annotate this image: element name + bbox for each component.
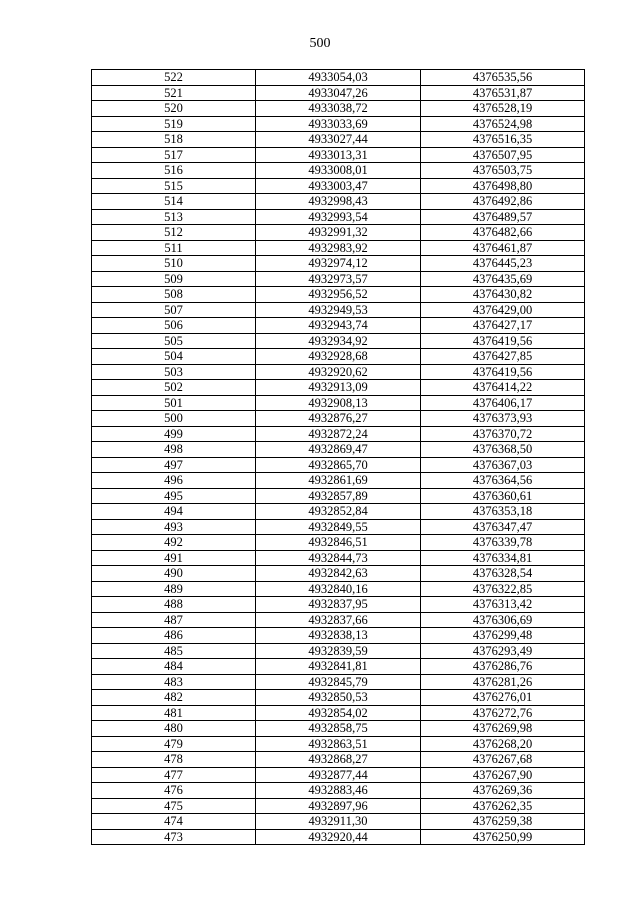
x-coordinate-cell: 4933047,26	[256, 85, 421, 101]
table-row	[92, 597, 585, 613]
point-number-cell: 490	[92, 566, 256, 582]
table-row	[92, 442, 585, 458]
point-number-cell: 476	[92, 783, 256, 799]
x-coordinate-cell: 4932854,02	[256, 705, 421, 721]
table-row	[92, 767, 585, 783]
y-coordinate-cell: 4376528,19	[421, 101, 585, 117]
y-coordinate-cell: 4376461,87	[421, 240, 585, 256]
point-number-cell: 507	[92, 302, 256, 318]
point-number-cell: 492	[92, 535, 256, 551]
x-coordinate-cell: 4932913,09	[256, 380, 421, 396]
x-coordinate-cell: 4932861,69	[256, 473, 421, 489]
table-row	[92, 736, 585, 752]
y-coordinate-cell: 4376322,85	[421, 581, 585, 597]
point-number-cell: 485	[92, 643, 256, 659]
x-coordinate-cell: 4932865,70	[256, 457, 421, 473]
table-row	[92, 101, 585, 117]
point-number-cell: 497	[92, 457, 256, 473]
table-row	[92, 659, 585, 675]
table-row	[92, 349, 585, 365]
point-number-cell: 519	[92, 116, 256, 132]
y-coordinate-cell: 4376370,72	[421, 426, 585, 442]
x-coordinate-cell: 4932857,89	[256, 488, 421, 504]
point-number-cell: 474	[92, 814, 256, 830]
y-coordinate-cell: 4376286,76	[421, 659, 585, 675]
x-coordinate-cell: 4932974,12	[256, 256, 421, 272]
point-number-cell: 498	[92, 442, 256, 458]
y-coordinate-cell: 4376535,56	[421, 70, 585, 86]
x-coordinate-cell: 4933003,47	[256, 178, 421, 194]
y-coordinate-cell: 4376269,36	[421, 783, 585, 799]
y-coordinate-cell: 4376503,75	[421, 163, 585, 179]
table-row	[92, 209, 585, 225]
x-coordinate-cell: 4933033,69	[256, 116, 421, 132]
point-number-cell: 482	[92, 690, 256, 706]
table-row	[92, 814, 585, 830]
point-number-cell: 491	[92, 550, 256, 566]
x-coordinate-cell: 4932849,55	[256, 519, 421, 535]
y-coordinate-cell: 4376268,20	[421, 736, 585, 752]
point-number-cell: 500	[92, 411, 256, 427]
table-row	[92, 535, 585, 551]
point-number-cell: 488	[92, 597, 256, 613]
table-row	[92, 674, 585, 690]
point-number-cell: 514	[92, 194, 256, 210]
table-row	[92, 395, 585, 411]
x-coordinate-cell: 4932842,63	[256, 566, 421, 582]
y-coordinate-cell: 4376531,87	[421, 85, 585, 101]
table-row	[92, 240, 585, 256]
y-coordinate-cell: 4376250,99	[421, 829, 585, 845]
x-coordinate-cell: 4932876,27	[256, 411, 421, 427]
table-row	[92, 519, 585, 535]
y-coordinate-cell: 4376482,66	[421, 225, 585, 241]
y-coordinate-cell: 4376313,42	[421, 597, 585, 613]
y-coordinate-cell: 4376489,57	[421, 209, 585, 225]
y-coordinate-cell: 4376259,38	[421, 814, 585, 830]
point-number-cell: 473	[92, 829, 256, 845]
x-coordinate-cell: 4933054,03	[256, 70, 421, 86]
coordinates-table-body	[92, 70, 585, 845]
y-coordinate-cell: 4376406,17	[421, 395, 585, 411]
table-row	[92, 643, 585, 659]
y-coordinate-cell: 4376269,98	[421, 721, 585, 737]
x-coordinate-cell: 4932998,43	[256, 194, 421, 210]
page-number: 500	[309, 36, 331, 51]
table-row	[92, 380, 585, 396]
table-row	[92, 333, 585, 349]
table-row	[92, 147, 585, 163]
x-coordinate-cell: 4932983,92	[256, 240, 421, 256]
table-row	[92, 287, 585, 303]
point-number-cell: 483	[92, 674, 256, 690]
point-number-cell: 522	[92, 70, 256, 86]
y-coordinate-cell: 4376414,22	[421, 380, 585, 396]
point-number-cell: 511	[92, 240, 256, 256]
point-number-cell: 494	[92, 504, 256, 520]
x-coordinate-cell: 4932949,53	[256, 302, 421, 318]
y-coordinate-cell: 4376368,50	[421, 442, 585, 458]
x-coordinate-cell: 4932883,46	[256, 783, 421, 799]
point-number-cell: 501	[92, 395, 256, 411]
x-coordinate-cell: 4932863,51	[256, 736, 421, 752]
x-coordinate-cell: 4932858,75	[256, 721, 421, 737]
table-row	[92, 581, 585, 597]
y-coordinate-cell: 4376429,00	[421, 302, 585, 318]
x-coordinate-cell: 4932920,62	[256, 364, 421, 380]
y-coordinate-cell: 4376524,98	[421, 116, 585, 132]
point-number-cell: 512	[92, 225, 256, 241]
x-coordinate-cell: 4932934,92	[256, 333, 421, 349]
y-coordinate-cell: 4376328,54	[421, 566, 585, 582]
x-coordinate-cell: 4932841,81	[256, 659, 421, 675]
y-coordinate-cell: 4376367,03	[421, 457, 585, 473]
x-coordinate-cell: 4932973,57	[256, 271, 421, 287]
table-row	[92, 752, 585, 768]
point-number-cell: 504	[92, 349, 256, 365]
y-coordinate-cell: 4376293,49	[421, 643, 585, 659]
point-number-cell: 496	[92, 473, 256, 489]
y-coordinate-cell: 4376347,47	[421, 519, 585, 535]
y-coordinate-cell: 4376339,78	[421, 535, 585, 551]
y-coordinate-cell: 4376281,26	[421, 674, 585, 690]
x-coordinate-cell: 4932845,79	[256, 674, 421, 690]
point-number-cell: 509	[92, 271, 256, 287]
point-number-cell: 478	[92, 752, 256, 768]
x-coordinate-cell: 4932852,84	[256, 504, 421, 520]
point-number-cell: 506	[92, 318, 256, 334]
table-row	[92, 566, 585, 582]
table-row	[92, 85, 585, 101]
table-row	[92, 705, 585, 721]
point-number-cell: 486	[92, 628, 256, 644]
table-row	[92, 783, 585, 799]
point-number-cell: 521	[92, 85, 256, 101]
table-row	[92, 178, 585, 194]
point-number-cell: 502	[92, 380, 256, 396]
x-coordinate-cell: 4932928,68	[256, 349, 421, 365]
table-row	[92, 163, 585, 179]
x-coordinate-cell: 4932993,54	[256, 209, 421, 225]
y-coordinate-cell: 4376507,95	[421, 147, 585, 163]
table-row	[92, 829, 585, 845]
x-coordinate-cell: 4932846,51	[256, 535, 421, 551]
point-number-cell: 484	[92, 659, 256, 675]
x-coordinate-cell: 4932897,96	[256, 798, 421, 814]
x-coordinate-cell: 4933008,01	[256, 163, 421, 179]
point-number-cell: 513	[92, 209, 256, 225]
x-coordinate-cell: 4932869,47	[256, 442, 421, 458]
point-number-cell: 475	[92, 798, 256, 814]
point-number-cell: 503	[92, 364, 256, 380]
table-row	[92, 256, 585, 272]
y-coordinate-cell: 4376267,90	[421, 767, 585, 783]
point-number-cell: 505	[92, 333, 256, 349]
y-coordinate-cell: 4376360,61	[421, 488, 585, 504]
table-row	[92, 721, 585, 737]
y-coordinate-cell: 4376430,82	[421, 287, 585, 303]
x-coordinate-cell: 4932844,73	[256, 550, 421, 566]
x-coordinate-cell: 4932943,74	[256, 318, 421, 334]
x-coordinate-cell: 4932911,30	[256, 814, 421, 830]
x-coordinate-cell: 4932956,52	[256, 287, 421, 303]
x-coordinate-cell: 4932837,95	[256, 597, 421, 613]
table-row	[92, 473, 585, 489]
y-coordinate-cell: 4376427,17	[421, 318, 585, 334]
point-number-cell: 487	[92, 612, 256, 628]
table-row	[92, 457, 585, 473]
table-row	[92, 116, 585, 132]
point-number-cell: 516	[92, 163, 256, 179]
point-number-cell: 480	[92, 721, 256, 737]
x-coordinate-cell: 4932838,13	[256, 628, 421, 644]
table-row	[92, 798, 585, 814]
x-coordinate-cell: 4932868,27	[256, 752, 421, 768]
y-coordinate-cell: 4376419,56	[421, 364, 585, 380]
point-number-cell: 508	[92, 287, 256, 303]
table-row	[92, 550, 585, 566]
y-coordinate-cell: 4376492,86	[421, 194, 585, 210]
x-coordinate-cell: 4932839,59	[256, 643, 421, 659]
y-coordinate-cell: 4376272,76	[421, 705, 585, 721]
point-number-cell: 518	[92, 132, 256, 148]
y-coordinate-cell: 4376353,18	[421, 504, 585, 520]
table-row	[92, 690, 585, 706]
point-number-cell: 499	[92, 426, 256, 442]
y-coordinate-cell: 4376262,35	[421, 798, 585, 814]
table-row	[92, 194, 585, 210]
table-row	[92, 364, 585, 380]
table-row	[92, 612, 585, 628]
table-row	[92, 488, 585, 504]
y-coordinate-cell: 4376435,69	[421, 271, 585, 287]
table-row	[92, 426, 585, 442]
y-coordinate-cell: 4376276,01	[421, 690, 585, 706]
y-coordinate-cell: 4376373,93	[421, 411, 585, 427]
point-number-cell: 510	[92, 256, 256, 272]
x-coordinate-cell: 4932877,44	[256, 767, 421, 783]
point-number-cell: 493	[92, 519, 256, 535]
x-coordinate-cell: 4932837,66	[256, 612, 421, 628]
y-coordinate-cell: 4376299,48	[421, 628, 585, 644]
x-coordinate-cell: 4932908,13	[256, 395, 421, 411]
table-row	[92, 302, 585, 318]
table-row	[92, 411, 585, 427]
point-number-cell: 495	[92, 488, 256, 504]
x-coordinate-cell: 4933038,72	[256, 101, 421, 117]
table-row	[92, 271, 585, 287]
table-row	[92, 504, 585, 520]
point-number-cell: 489	[92, 581, 256, 597]
table-row	[92, 132, 585, 148]
table-row	[92, 628, 585, 644]
y-coordinate-cell: 4376498,80	[421, 178, 585, 194]
x-coordinate-cell: 4932991,32	[256, 225, 421, 241]
y-coordinate-cell: 4376516,35	[421, 132, 585, 148]
x-coordinate-cell: 4932920,44	[256, 829, 421, 845]
x-coordinate-cell: 4933013,31	[256, 147, 421, 163]
y-coordinate-cell: 4376445,23	[421, 256, 585, 272]
y-coordinate-cell: 4376419,56	[421, 333, 585, 349]
point-number-cell: 517	[92, 147, 256, 163]
y-coordinate-cell: 4376364,56	[421, 473, 585, 489]
y-coordinate-cell: 4376267,68	[421, 752, 585, 768]
x-coordinate-cell: 4932872,24	[256, 426, 421, 442]
point-number-cell: 477	[92, 767, 256, 783]
table-row	[92, 318, 585, 334]
x-coordinate-cell: 4932850,53	[256, 690, 421, 706]
y-coordinate-cell: 4376334,81	[421, 550, 585, 566]
point-number-cell: 481	[92, 705, 256, 721]
y-coordinate-cell: 4376306,69	[421, 612, 585, 628]
point-number-cell: 520	[92, 101, 256, 117]
table-row	[92, 225, 585, 241]
x-coordinate-cell: 4932840,16	[256, 581, 421, 597]
point-number-cell: 479	[92, 736, 256, 752]
x-coordinate-cell: 4933027,44	[256, 132, 421, 148]
coordinates-table	[91, 69, 585, 845]
point-number-cell: 515	[92, 178, 256, 194]
table-row	[92, 70, 585, 86]
y-coordinate-cell: 4376427,85	[421, 349, 585, 365]
